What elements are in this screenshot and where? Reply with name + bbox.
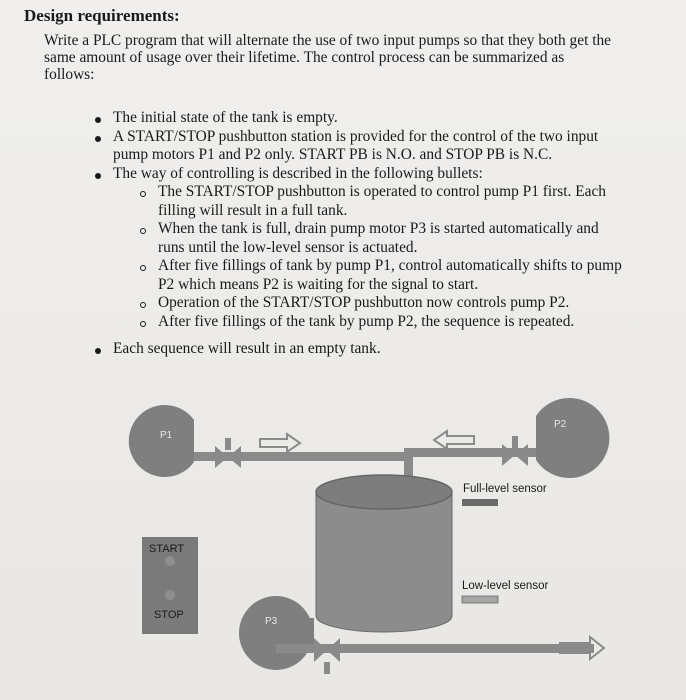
pump-p3-label: P3 [265, 616, 278, 627]
stop-button[interactable] [165, 590, 175, 600]
bullet-dot [95, 348, 101, 354]
full-level-sensor-label: Full-level sensor [463, 483, 547, 495]
sub-bullet-p1-first: The START/STOP pushbutton is operated to control pump P1 first. Each [158, 183, 606, 200]
bullet-empty-tank: Each sequence will result in an empty tank. [113, 340, 381, 357]
intro-paragraph [44, 32, 656, 83]
sub-bullet-circle [140, 228, 146, 234]
intro-line: follows: [44, 66, 95, 83]
sub-bullet-repeat: After five fillings of the tank by pump P2, the sequence is repeated. [158, 313, 575, 330]
intro-line: same amount of usage over their lifetime. The control process can be summarized as [44, 49, 565, 66]
bullet-start-stop: A START/STOP pushbutton station is provided for the control of the two input [113, 128, 599, 145]
stop-button-label: STOP [154, 609, 184, 621]
intro-line: Write a PLC program that will alternate the use of two input pumps so that they both get the [44, 32, 612, 49]
valve-p2-stem [512, 436, 518, 448]
pump-p2 [536, 398, 609, 478]
tank-diagram [0, 380, 686, 700]
flow-arrow-left [434, 431, 474, 449]
sub-bullet-circle [140, 321, 146, 327]
pump-p3 [239, 596, 313, 670]
sub-bullet-circle [140, 265, 146, 271]
flow-arrow-right [260, 434, 300, 452]
sub-bullet-shift-cont: P2 which means P2 is waiting for the signal to start. [158, 276, 479, 293]
tank-body [316, 492, 452, 632]
start-button[interactable] [165, 556, 175, 566]
bullet-dot [95, 117, 101, 123]
sub-bullet-drain-cont: runs until the low-level sensor is actuated. [158, 239, 418, 256]
bullet-start-stop-cont: pump motors P1 and P2 only. START PB is N.O. and STOP PB is N.C. [113, 146, 553, 163]
pump-p1 [129, 405, 194, 477]
bullet-initial-state: The initial state of the tank is empty. [113, 109, 338, 126]
sub-bullet-drain: When the tank is full, drain pump motor P3 is started automatically and [158, 220, 599, 237]
sub-bullet-circle [140, 191, 146, 197]
low-level-sensor [462, 596, 498, 603]
pump-p1-label: P1 [160, 430, 173, 441]
bullet-dot [95, 173, 101, 179]
bullet-way-of-control: The way of controlling is described in the following bullets: [113, 165, 483, 182]
valve-p3-stem [324, 662, 330, 674]
heading: Design requirements: [24, 6, 180, 25]
start-button-label: START [149, 543, 185, 555]
valve-p1-stem [225, 438, 231, 450]
sub-bullet-shift: After five fillings of tank by pump P1, control automatically shifts to pump [158, 257, 622, 274]
bullet-dot [95, 136, 101, 142]
sub-bullet-p1-first-cont: filling will result in a full tank. [158, 202, 348, 219]
sub-bullet-p2-control: Operation of the START/STOP pushbutton now controls pump P2. [158, 294, 570, 311]
full-level-sensor [462, 499, 498, 506]
pump-p2-label: P2 [554, 419, 567, 430]
tank-top [316, 475, 452, 509]
sub-bullet-circle [140, 302, 146, 308]
low-level-sensor-label: Low-level sensor [462, 580, 549, 592]
valve-p3 [314, 638, 340, 662]
